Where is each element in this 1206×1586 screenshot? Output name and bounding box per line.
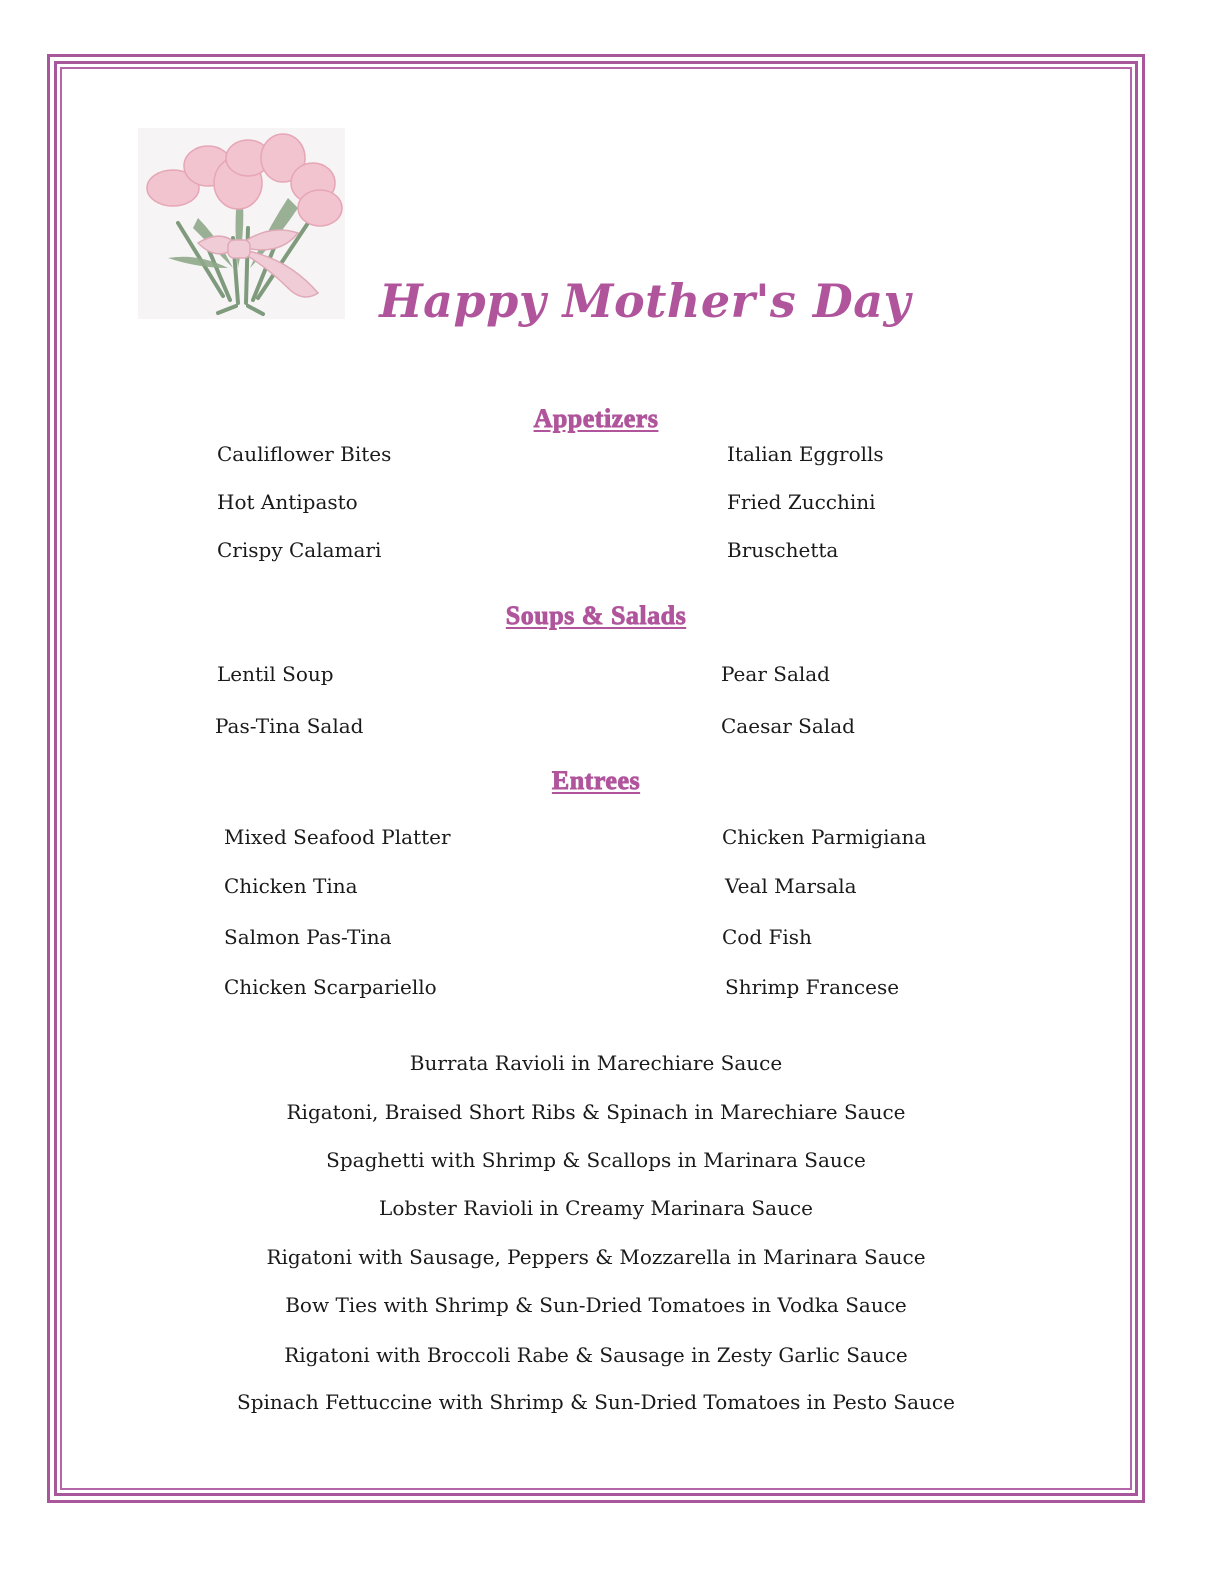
- menu-item: Pas-Tina Salad: [215, 714, 364, 738]
- menu-item: Shrimp Francese: [725, 975, 900, 999]
- menu-item: Bruschetta: [727, 538, 839, 562]
- menu-item: Fried Zucchini: [727, 490, 876, 514]
- section-heading-appetizers: Appetizers: [533, 404, 659, 433]
- menu-item: Hot Antipasto: [217, 490, 358, 514]
- menu-item: Caesar Salad: [721, 714, 855, 738]
- menu-item: Chicken Parmigiana: [722, 825, 927, 849]
- pasta-item: Burrata Ravioli in Marechiare Sauce: [409, 1051, 783, 1075]
- section-heading-soups-salads: Soups & Salads: [505, 601, 687, 630]
- menu-item: Crispy Calamari: [217, 538, 382, 562]
- menu-item: Lentil Soup: [217, 662, 334, 686]
- page-title: Happy Mother's Day: [379, 274, 911, 328]
- pasta-item: Rigatoni, Braised Short Ribs & Spinach in Marechiare Sauce: [286, 1100, 906, 1124]
- pasta-item: Rigatoni with Broccoli Rabe & Sausage in Zesty Garlic Sauce: [284, 1343, 908, 1367]
- pasta-item: Rigatoni with Sausage, Peppers & Mozzarella in Marinara Sauce: [266, 1245, 926, 1269]
- pasta-item: Spinach Fettuccine with Shrimp & Sun-Dried Tomatoes in Pesto Sauce: [237, 1390, 955, 1414]
- menu-item: Pear Salad: [721, 662, 830, 686]
- menu-item: Cod Fish: [722, 925, 812, 949]
- menu-item: Chicken Tina: [224, 874, 358, 898]
- section-heading-entrees: Entrees: [551, 766, 641, 795]
- pasta-item: Lobster Ravioli in Creamy Marinara Sauce: [379, 1196, 813, 1220]
- menu-item: Cauliflower Bites: [217, 442, 392, 466]
- pasta-item: Bow Ties with Shrimp & Sun-Dried Tomatoes in Vodka Sauce: [285, 1293, 907, 1317]
- menu-item: Chicken Scarpariello: [224, 975, 437, 999]
- pasta-item: Spaghetti with Shrimp & Scallops in Marinara Sauce: [326, 1148, 866, 1172]
- menu-item: Mixed Seafood Platter: [224, 825, 451, 849]
- menu-item: Veal Marsala: [725, 874, 857, 898]
- menu-item: Italian Eggrolls: [727, 442, 884, 466]
- menu-item: Salmon Pas-Tina: [224, 925, 392, 949]
